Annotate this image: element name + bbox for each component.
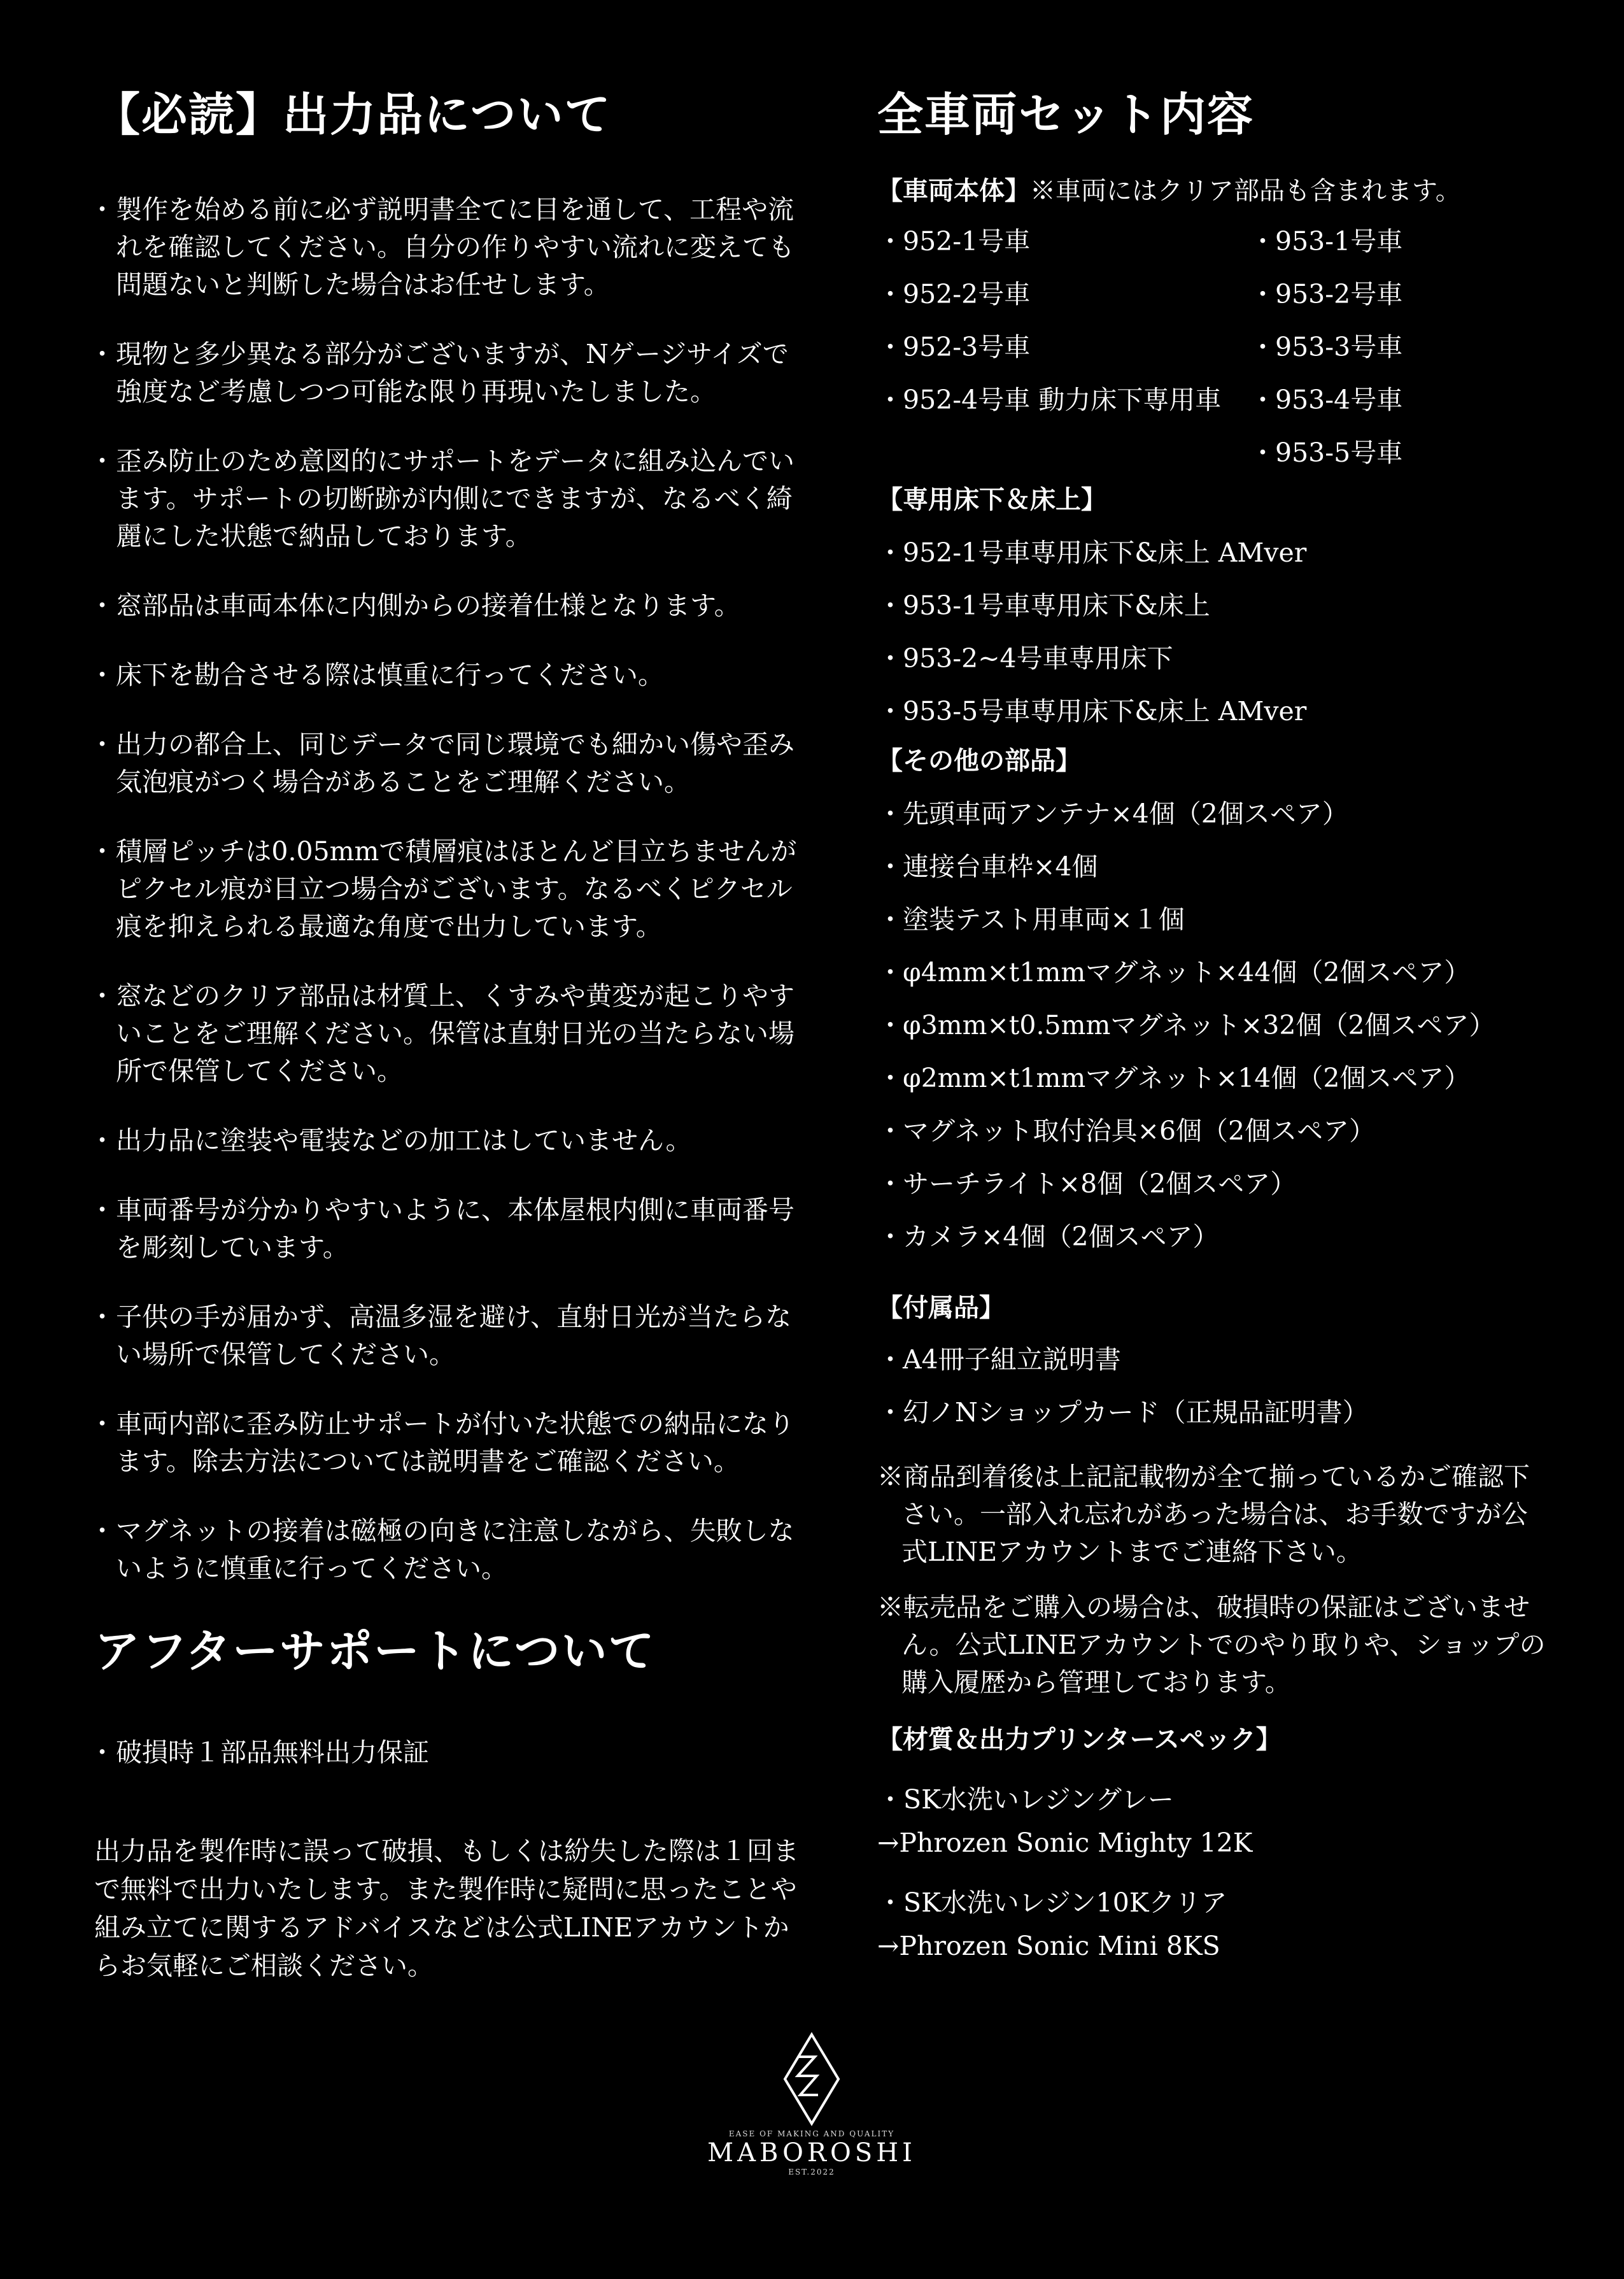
spec-printer: →Phrozen Sonic Mighty 12K — [877, 1828, 1253, 1858]
list-item: ・ 953-1号車 — [1250, 215, 1543, 268]
cars-952-list — [877, 215, 1250, 479]
notice-item: ・ 床下を勘合させる際は慎重に行ってください。 — [94, 657, 814, 694]
notice-item: ・ 窓部品は車両本体に内側からの接着仕様となります。 — [94, 587, 814, 625]
notice-list — [94, 191, 814, 1587]
other-parts-heading: 【その他の部品】 — [877, 746, 1081, 776]
cars-953-list — [1250, 215, 1543, 479]
accessories-heading: 【付属品】 — [877, 1293, 1005, 1323]
note-paragraph: ※転売品をご購入の場合は、破損時の保証はございません。公式LINEアカウントでのやり取りや、ショップの購入履歴から管理しております。 — [877, 1592, 1546, 1698]
maboroshi-logo — [700, 2031, 923, 2176]
diamond-logo-icon — [780, 2031, 844, 2127]
notice-item: ・ 積層ピッチは0.05mmで積層痕はほとんど目立ちませんがピクセル痕が目立つ場合がございます。なるべくピクセル痕を抑えられる最適な角度で出力しています。 — [94, 833, 814, 946]
list-item: ・ 953-1号車専用床下&床上 — [877, 579, 1546, 632]
notes-block — [877, 1458, 1546, 1701]
list-item: ・ 953-2号車 — [1250, 268, 1543, 321]
vehicle-body-label: 【車両本体】 — [877, 176, 1030, 206]
list-item: ・ 952-1号車 — [877, 215, 1250, 268]
after-support-bullet: ・ 破損時１部品無料出力保証 — [94, 1734, 814, 1771]
list-item: ・ 953-3号車 — [1250, 321, 1543, 374]
list-item: ・ マグネット取付治具×6個（2個スペア） — [877, 1105, 1546, 1158]
notice-item: ・ 出力の都合上、同じデータで同じ環境でも細かい傷や歪み気泡痕がつく場合があることをご理解ください。 — [94, 726, 814, 801]
logo-name: MABOROSHI — [707, 2138, 916, 2168]
list-item: ・ 塗装テスト用車両×１個 — [877, 893, 1546, 946]
list-item: ・ A4冊子組立説明書 — [877, 1333, 1546, 1386]
set-contents-title: 全車両セット内容 — [877, 88, 1255, 141]
notice-item: ・ 出力品に塗装や電装などの加工はしていません。 — [94, 1122, 814, 1160]
logo-est: EST.2022 — [788, 2168, 835, 2176]
list-item: ・ 先頭車両アンテナ×4個（2個スペア） — [877, 788, 1546, 841]
vehicle-list — [877, 215, 1546, 479]
list-item: ・ 連接台車枠×4個 — [877, 841, 1546, 893]
list-item: ・ 953-4号車 — [1250, 374, 1543, 427]
list-item: ・ 952-3号車 — [877, 321, 1250, 374]
after-support-paragraph: 出力品を製作時に誤って破損、もしくは紛失した際は１回まで無料で出力いたします。また製作時に疑問に思ったことや組み立てに関するアドバイスなどは公式LINEアカウントからお気軽にご相談ください。 — [94, 1836, 799, 1981]
list-item: ・ 953-2~4号車専用床下 — [877, 632, 1546, 685]
list-item: ・ φ2mm×t1mmマグネット×14個（2個スペア） — [877, 1052, 1546, 1105]
notice-item: ・ 車両番号が分かりやすいように、本体屋根内側に車両番号を彫刻しています。 — [94, 1191, 814, 1267]
after-support-title: アフターサポートについて — [94, 1624, 656, 1678]
set-contents-column — [877, 83, 1546, 1968]
vehicle-body-heading — [877, 172, 1546, 210]
list-item: ・ φ3mm×t0.5mmマグネット×32個（2個スペア） — [877, 999, 1546, 1052]
floor-list — [877, 527, 1546, 738]
spec-material: ・SK水洗いレジングレー — [877, 1784, 1174, 1815]
notice-item: ・ 現物と多少異なる部分がございますが、Nゲージサイズで強度など考慮しつつ可能な限り再現いたしました。 — [94, 336, 814, 411]
floor-heading: 【専用床下＆床上】 — [877, 485, 1106, 515]
spec-printer: →Phrozen Sonic Mini 8KS — [877, 1931, 1220, 1961]
logo-tagline: EASE OF MAKING AND QUALITY — [728, 2129, 895, 2138]
spec-heading: 【材質＆出力プリンタースペック】 — [877, 1725, 1282, 1754]
list-item: ・ 952-2号車 — [877, 268, 1250, 321]
notice-item: ・ マグネットの接着は磁極の向きに注意しながら、失敗しないように慎重に行ってください。 — [94, 1512, 814, 1587]
spec-block — [877, 1778, 1546, 1968]
list-item: ・ 952-4号車 動力床下専用車 — [877, 374, 1250, 427]
notice-item: ・ 子供の手が届かず、高温多湿を避け、直射日光が当たらない場所で保管してください。 — [94, 1298, 814, 1374]
notice-item: ・ 車両内部に歪み防止サポートが付いた状態での納品になります。除去方法については説明書をご確認ください。 — [94, 1405, 814, 1480]
notice-title: 【必読】出力品について — [94, 88, 612, 141]
list-item: ・ カメラ×4個（2個スペア） — [877, 1210, 1546, 1263]
spec-material: ・SK水洗いレジン10Kクリア — [877, 1887, 1227, 1918]
list-item: ・ 幻ノNショップカード（正規品証明書） — [877, 1386, 1546, 1439]
notice-column — [94, 83, 814, 1985]
list-item: ・ 952-1号車専用床下&床上 AMver — [877, 527, 1546, 579]
list-item: ・ 953-5号車 — [1250, 427, 1543, 479]
notice-item: ・ 製作を始める前に必ず説明書全てに目を通して、工程や流れを確認してください。自分の作りやすい流れに変えても問題ないと判断した場合はお任せします。 — [94, 191, 814, 304]
notice-item: ・ 窓などのクリア部品は材質上、くすみや黄変が起こりやすいことをご理解ください。保管は直射日光の当たらない場所で保管してください。 — [94, 977, 814, 1090]
list-item: ・ φ4mm×t1mmマグネット×44個（2個スペア） — [877, 946, 1546, 999]
notice-item: ・ 歪み防止のため意図的にサポートをデータに組み込んでいます。サポートの切断跡が内側にできますが、なるべく綺麗にした状態で納品しております。 — [94, 443, 814, 555]
list-item: ・ 953-5号車専用床下&床上 AMver — [877, 685, 1546, 738]
accessories-list — [877, 1333, 1546, 1439]
other-parts-list — [877, 788, 1546, 1263]
note-paragraph: ※商品到着後は上記記載物が全て揃っているかご確認下さい。一部入れ忘れがあった場合は、お手数ですが公式LINEアカウントまでご連絡下さい。 — [877, 1461, 1530, 1567]
vehicle-body-note: ※車両にはクリア部品も含まれます。 — [1030, 176, 1461, 206]
list-item: ・ サーチライト×8個（2個スペア） — [877, 1158, 1546, 1210]
